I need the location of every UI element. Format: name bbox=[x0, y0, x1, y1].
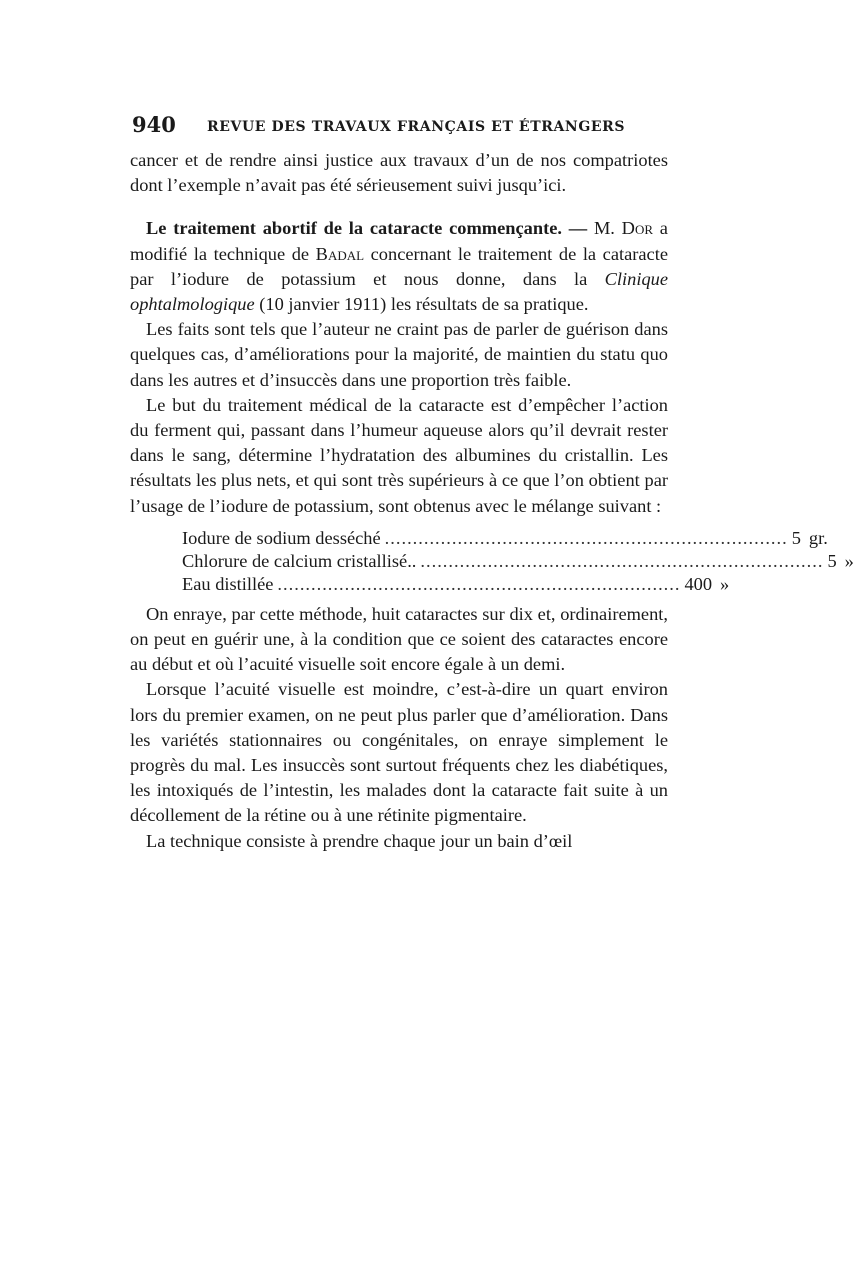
paragraph-cataract-intro bbox=[130, 216, 668, 317]
ingredient-name: Chlorure de calcium cristallisé.. bbox=[182, 550, 417, 571]
ingredient-quantity: 400 bbox=[684, 573, 713, 594]
ingredient-name: Iodure de sodium desséché bbox=[182, 527, 381, 548]
leader-dots: ........................................................................ bbox=[277, 573, 681, 594]
ingredient-quantity: 5 bbox=[827, 550, 837, 571]
page-number: 940 bbox=[132, 112, 176, 137]
ingredient-name: Eau distillée bbox=[182, 573, 274, 594]
paragraph-goal: Le but du traitement médical de la cataracte est d’empêcher l’action du ferment qui, passant dans l’humeur aqueuse alors qu’il devrait rester dans le sang, détermine l’hydratation des albumines du cristallin. Les résultats les plus nets, et qui sont très supérieurs à ce que l’on obtient par l’usage de l’iodure de potassium, sont obtenus avec le mélange suivant : bbox=[130, 394, 668, 516]
text-fragment: (10 janvier 1911) les résultats de sa pratique. bbox=[259, 294, 589, 315]
page-header bbox=[132, 112, 672, 142]
ingredient-unit: » bbox=[720, 573, 730, 594]
author-name: Dor bbox=[621, 218, 654, 239]
paragraph-limits: Lorsque l’acuité visuelle est moindre, c’est-à-dire un quart environ lors du premier examen, on ne peut plus parler que d’amélioration. Dans les variétés stationnaires ou congénitales, on enraye simplement le progrès du mal. Les insuccès sont surtout fréquents chez les diabétiques, les intoxiqués de l’intestin, les malades dont la cataracte fait suite à un décollement de la rétine ou à une rétinite pigmentaire. bbox=[130, 679, 668, 826]
running-title: REVUE DES TRAVAUX FRANÇAIS ET ÉTRANGERS bbox=[207, 119, 626, 135]
article-body bbox=[130, 148, 854, 854]
cited-author: Badal bbox=[315, 243, 365, 264]
ingredient-quantity: 5 bbox=[791, 527, 801, 548]
paragraph-continuation: cancer et de rendre ainsi justice aux travaux d’un de nos compatriotes dont l’exemple n’avait pas été sérieusement suivi jusqu’ici. bbox=[130, 150, 668, 196]
author-prefix: M. bbox=[593, 218, 615, 239]
journal-title: Clinique ophtalmologique bbox=[130, 268, 668, 315]
leader-dots: ........................................................................ bbox=[420, 550, 824, 571]
text-fragment: a modifié la technique de bbox=[130, 218, 668, 264]
section-title: Le traitement abortif de la cataracte commençante. — bbox=[146, 218, 588, 239]
paragraph-technique: La technique consiste à prendre chaque jour un bain d’œil bbox=[146, 830, 573, 851]
ingredient-unit: gr. bbox=[808, 527, 828, 548]
formula-row bbox=[182, 550, 854, 573]
leader-dots: ........................................................................ bbox=[384, 527, 788, 548]
formula-row bbox=[182, 573, 730, 596]
text-fragment: concernant le traitement de la cataracte par l’iodure de potassium et nous donne, dans la bbox=[130, 243, 668, 289]
formula-row bbox=[182, 527, 828, 550]
ingredient-unit: » bbox=[844, 550, 854, 571]
paragraph-outcome: On enraye, par cette méthode, huit cataractes sur dix et, ordinairement, on peut en guérir une, à la condition que ce soient des cataractes encore au début et où l’acuité visuelle soit encore égale à un demi. bbox=[130, 603, 668, 675]
formula-table bbox=[182, 527, 854, 596]
paragraph-results: Les faits sont tels que l’auteur ne craint pas de parler de guérison dans quelques cas, d’améliorations pour la majorité, de maintien du statu quo dans les autres et d’insuccès dans une proportion très faible. bbox=[130, 319, 668, 390]
